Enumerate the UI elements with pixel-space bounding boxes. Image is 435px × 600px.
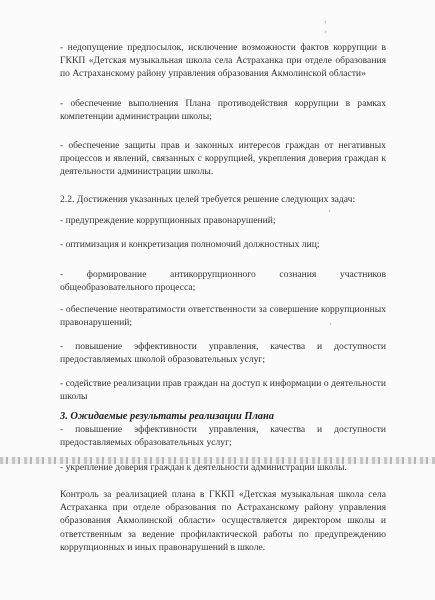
paragraph: - содействие реализации прав граждан на доступ к информации о деятельности школы <box>60 378 386 403</box>
scan-mark: › <box>324 28 327 36</box>
paragraph: - предупреждение коррупционных правонарушений; <box>60 215 276 226</box>
paragraph: - обеспечение защиты прав и законных интересов граждан от негативных процессов и явлений, связанных с коррупцией, укрепления доверия граждан к деятельности администрации школы. <box>60 140 386 178</box>
paragraph: 2.2. Достижения указанных целей требуется решение следующих задач: <box>60 194 356 205</box>
paragraph: - укрепление доверия граждан к деятельности администрации школы. <box>60 462 347 473</box>
paragraph: - повышение эффективности управления, качества и доступности предоставляемых школой образовательных услуг; <box>60 341 386 366</box>
section-heading: 3. Ожидаемые результаты реализации Плана <box>60 411 274 422</box>
scan-mark: › <box>329 320 332 328</box>
paragraph: - оптимизация и конкретизация полномочий должностных лиц; <box>60 239 320 250</box>
paragraph: Контроль за реализацией плана в ГККП «Детская музыкальная школа села Астраханка при отделе образования по Астраханскому району управления образования Акмолинской области» осуществляется директором школы и ответственным за ведение профилактической работы по предупреждению коррупционных и иных правонарушений в школе. <box>60 489 386 553</box>
scan-mark: ‹ <box>324 18 327 26</box>
scan-mark: ‹ <box>328 207 331 215</box>
paragraph: - обеспечение неотвратимости ответственности за совершение коррупционных правонарушений; <box>60 304 386 329</box>
paragraph: - недопущение предпосылок, исключение возможности фактов коррупции в ГККП «Детская музыкальная школа села Астраханка при отделе образования по Астраханскому району управления образования Акмолинской области» <box>60 42 386 80</box>
paragraph: - повышение эффективности управления, качества и доступности предоставляемых образовательных услуг; <box>60 424 386 449</box>
paragraph: - обеспечение выполнения Плана противодействия коррупции в рамках компетенции администрации школы; <box>60 98 386 123</box>
paragraph: - формирование антикоррупционного сознания участников общеобразовательного процесса; <box>60 269 386 294</box>
